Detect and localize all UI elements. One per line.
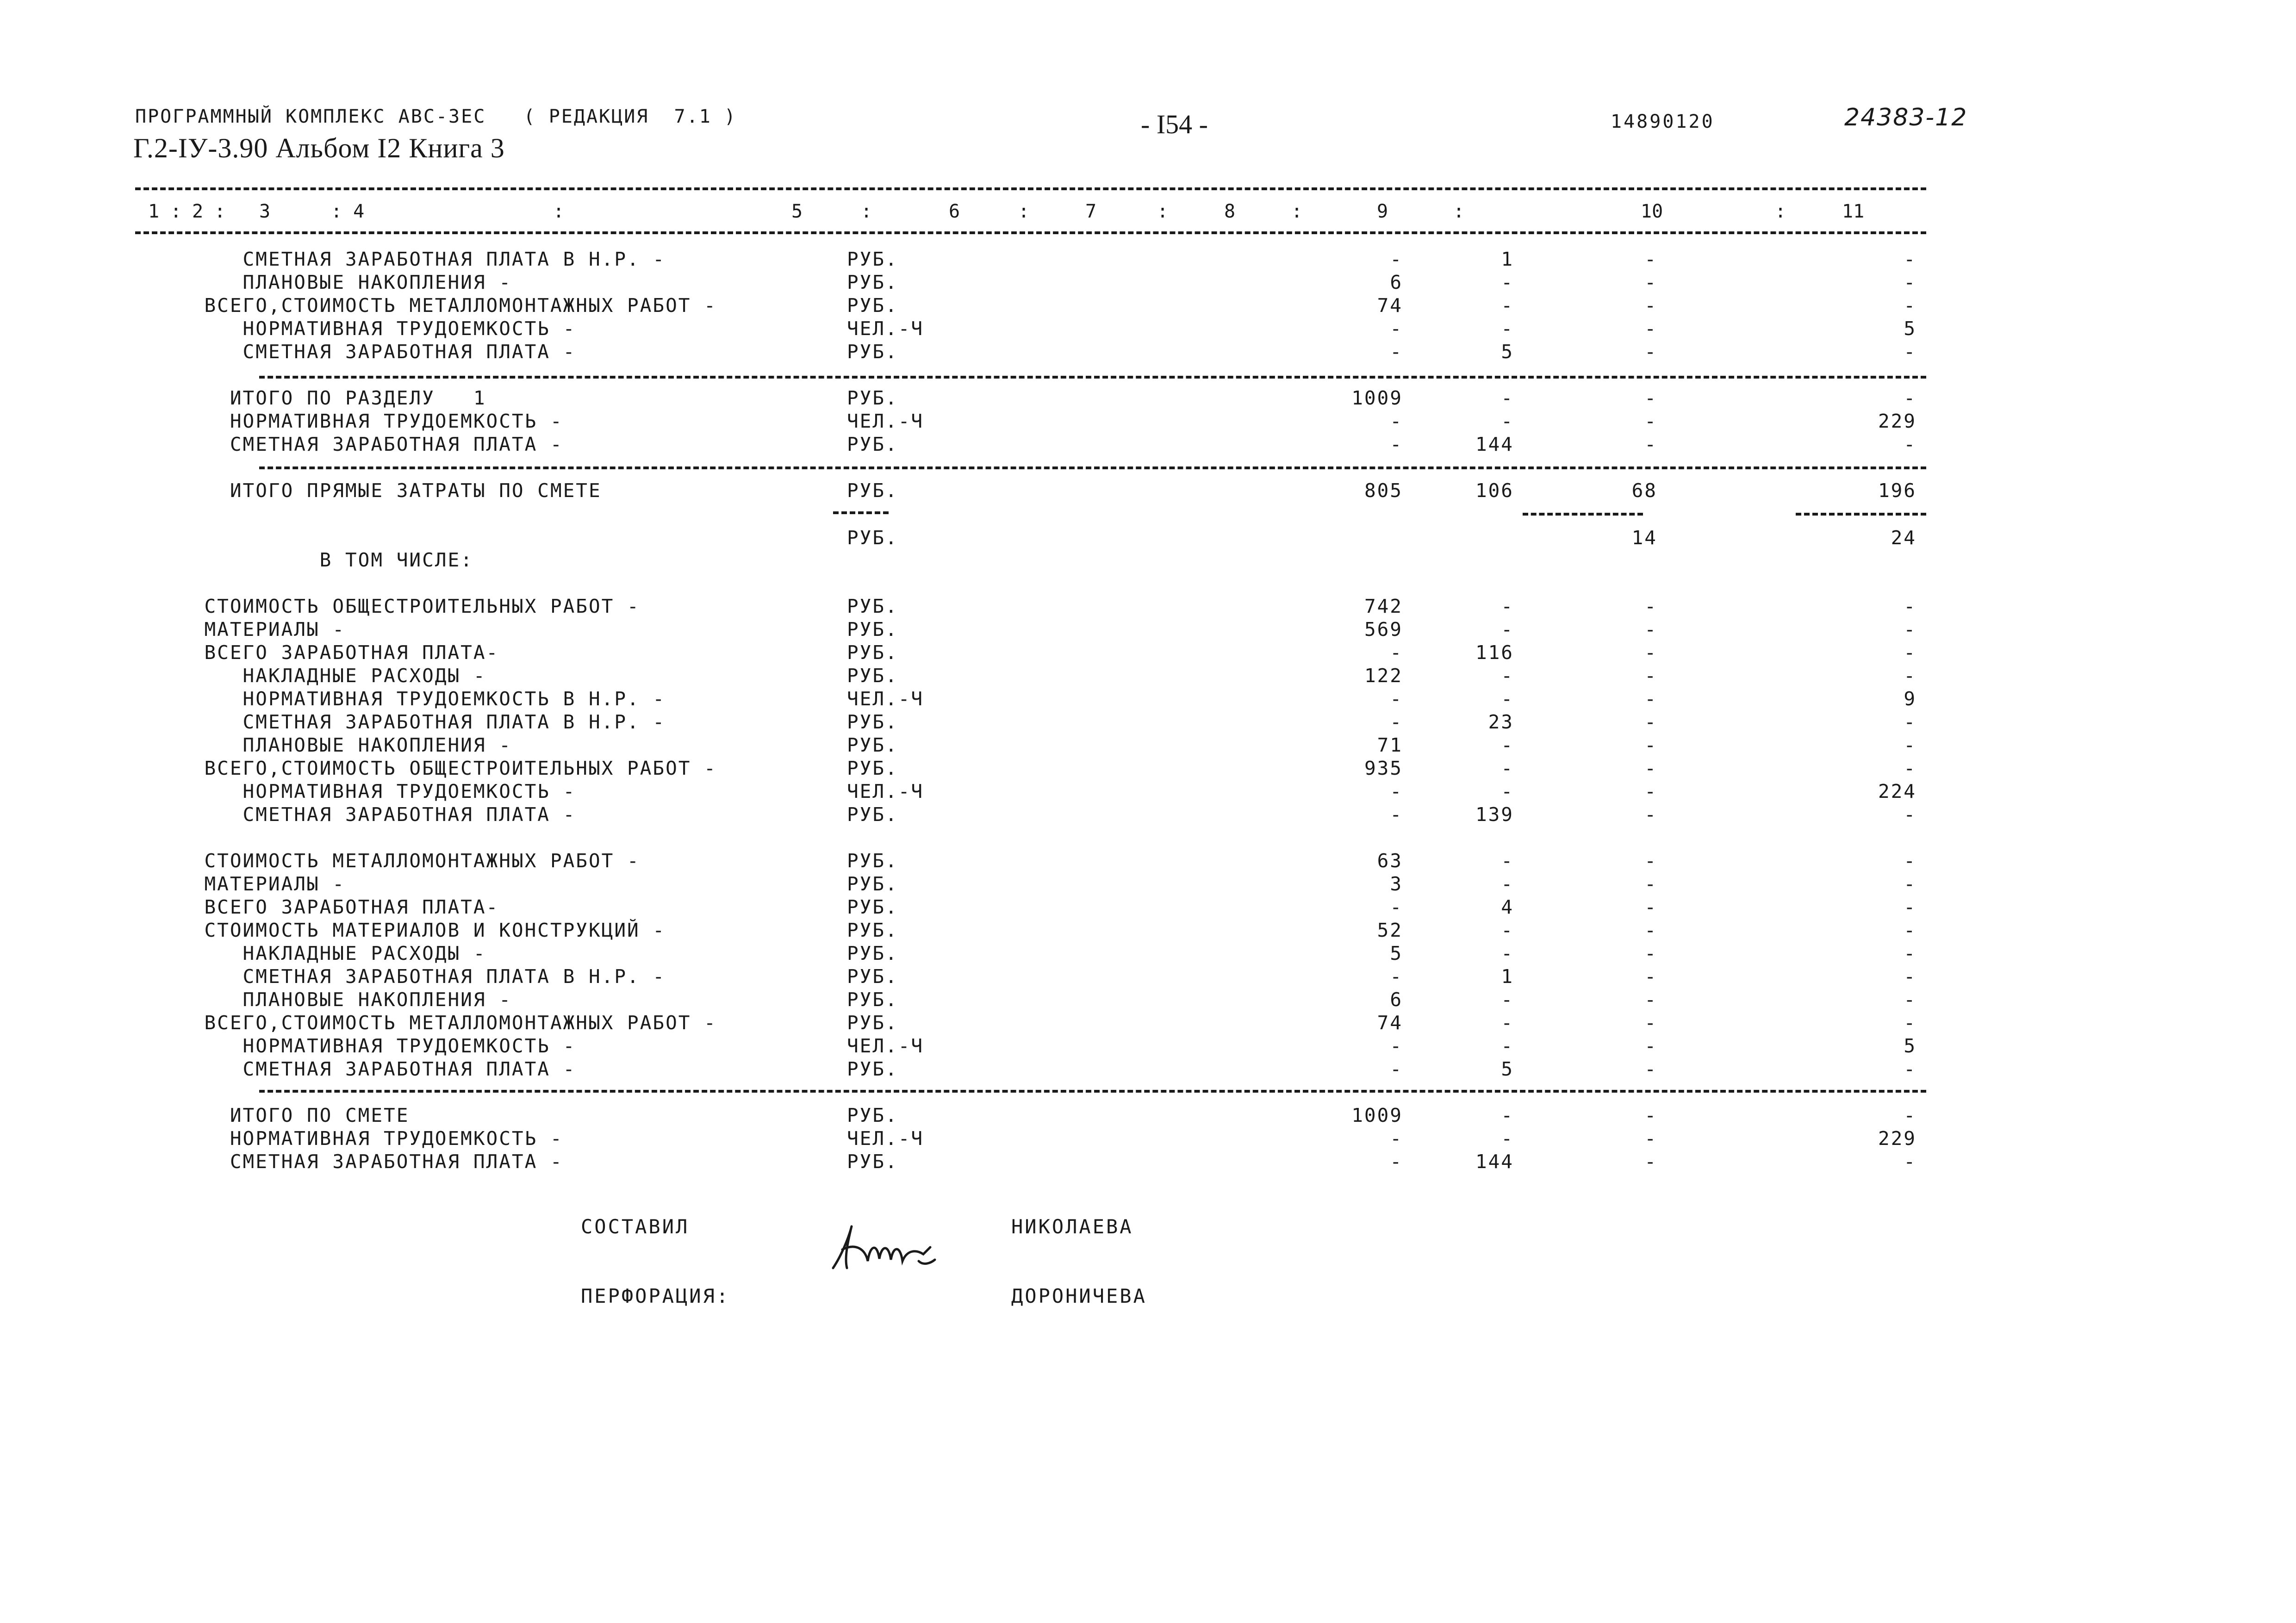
column-number: : bbox=[1291, 201, 1303, 222]
cell-c9: - bbox=[1644, 387, 1657, 409]
column-number: : bbox=[553, 201, 565, 222]
cell-unit: ЧЕЛ.-Ч bbox=[847, 688, 924, 710]
table-row bbox=[0, 273, 2296, 296]
table-row bbox=[0, 944, 2296, 967]
cell-c11: - bbox=[1904, 1104, 1916, 1126]
cell-c11: 229 bbox=[1878, 1127, 1916, 1150]
handwritten-number: 24383-12 bbox=[1844, 104, 1968, 131]
cell-c7: 6 bbox=[1390, 989, 1403, 1011]
cell-label: НАКЛАДНЫЕ РАСХОДЫ - bbox=[102, 665, 486, 687]
cell-c7: 63 bbox=[1377, 850, 1403, 872]
cell-c7: 742 bbox=[1364, 595, 1403, 617]
cell-c8: 139 bbox=[1475, 803, 1514, 826]
cell-c8: - bbox=[1501, 989, 1514, 1011]
column-number: 1 : bbox=[148, 201, 182, 222]
cell-c8: - bbox=[1501, 665, 1514, 687]
cell-c7: 569 bbox=[1364, 618, 1403, 640]
table-row bbox=[0, 1060, 2296, 1083]
cell-unit: РУБ. bbox=[847, 711, 898, 733]
table-row bbox=[0, 643, 2296, 666]
document-subtitle: Г.2-IУ-3.90 Альбом I2 Книга 3 bbox=[133, 133, 505, 163]
table-row bbox=[0, 1014, 2296, 1037]
compiled-label: СОСТАВИЛ bbox=[581, 1215, 690, 1238]
cell-c9: - bbox=[1644, 803, 1657, 826]
cell-c9: - bbox=[1644, 1058, 1657, 1080]
cell-c8: - bbox=[1501, 317, 1514, 340]
cell-c7: 74 bbox=[1377, 1012, 1403, 1034]
cell-c9: 14 bbox=[1631, 527, 1657, 549]
cell-unit: РУБ. bbox=[847, 850, 898, 872]
cell-c8: 1 bbox=[1501, 248, 1514, 270]
cell-c8: 23 bbox=[1488, 711, 1514, 733]
cell-unit: РУБ. bbox=[847, 942, 898, 964]
cell-c11: - bbox=[1904, 1012, 1916, 1034]
cell-label: СТОИМОСТЬ МЕТАЛЛОМОНТАЖНЫХ РАБОТ - bbox=[102, 850, 640, 872]
column-number: : bbox=[861, 201, 872, 222]
cell-unit: ЧЕЛ.-Ч bbox=[847, 317, 924, 340]
cell-c8: - bbox=[1501, 734, 1514, 756]
cell-label: НОРМАТИВНАЯ ТРУДОЕМКОСТЬ - bbox=[102, 1127, 563, 1150]
cell-c7: 935 bbox=[1364, 757, 1403, 779]
cell-label: ВСЕГО ЗАРАБОТНАЯ ПЛАТА- bbox=[102, 896, 499, 918]
cell-label: СМЕТНАЯ ЗАРАБОТНАЯ ПЛАТА - bbox=[102, 341, 576, 363]
column-number: 6 bbox=[949, 201, 960, 222]
cell-unit: РУБ. bbox=[847, 479, 898, 502]
cell-unit: РУБ. bbox=[847, 271, 898, 293]
cell-c7: 122 bbox=[1364, 665, 1403, 687]
cell-c9: - bbox=[1644, 942, 1657, 964]
cell-c8: 144 bbox=[1475, 433, 1514, 455]
cell-label: СМЕТНАЯ ЗАРАБОТНАЯ ПЛАТА В Н.Р. - bbox=[102, 965, 666, 988]
cell-unit: РУБ. bbox=[847, 734, 898, 756]
cell-c7: - bbox=[1390, 1058, 1403, 1080]
cell-c11: - bbox=[1904, 919, 1916, 941]
cell-c11: - bbox=[1904, 1150, 1916, 1173]
subtotal-underline-unit bbox=[833, 511, 889, 514]
cell-unit: РУБ. bbox=[847, 341, 898, 363]
cell-c11: - bbox=[1904, 850, 1916, 872]
cell-c9: - bbox=[1644, 873, 1657, 895]
cell-c9: - bbox=[1644, 618, 1657, 640]
cell-unit: РУБ. bbox=[847, 896, 898, 918]
table-row bbox=[0, 389, 2296, 412]
cell-c9: - bbox=[1644, 665, 1657, 687]
column-number: 11 bbox=[1842, 201, 1865, 222]
subtotal-underline-11 bbox=[1796, 513, 1926, 516]
cell-c7: 1009 bbox=[1351, 387, 1403, 409]
cell-c7: - bbox=[1390, 1127, 1403, 1150]
cell-c8: - bbox=[1501, 618, 1514, 640]
column-number: 8 bbox=[1224, 201, 1236, 222]
subtotal-underline-9 bbox=[1523, 513, 1643, 516]
table-row bbox=[0, 898, 2296, 921]
cell-c11: 224 bbox=[1878, 780, 1916, 802]
cell-c8: - bbox=[1501, 1104, 1514, 1126]
cell-c11: 9 bbox=[1904, 688, 1916, 710]
cell-c8: - bbox=[1501, 1035, 1514, 1057]
table-row bbox=[0, 1152, 2296, 1175]
cell-c7: 71 bbox=[1377, 734, 1403, 756]
column-number: 7 bbox=[1085, 201, 1097, 222]
cell-label: СМЕТНАЯ ЗАРАБОТНАЯ ПЛАТА - bbox=[102, 433, 563, 455]
cell-label: СМЕТНАЯ ЗАРАБОТНАЯ ПЛАТА - bbox=[102, 1150, 563, 1173]
separator-section-2 bbox=[259, 466, 1926, 469]
document-number: 14890120 bbox=[1611, 111, 1715, 132]
table-row bbox=[0, 296, 2296, 319]
table-row bbox=[0, 435, 2296, 458]
cell-label: ВСЕГО,СТОИМОСТЬ МЕТАЛЛОМОНТАЖНЫХ РАБОТ - bbox=[102, 294, 717, 317]
cell-unit: РУБ. bbox=[847, 873, 898, 895]
cell-label: СМЕТНАЯ ЗАРАБОТНАЯ ПЛАТА В Н.Р. - bbox=[102, 711, 666, 733]
column-number: : bbox=[1775, 201, 1786, 222]
cell-c7: - bbox=[1390, 410, 1403, 432]
cell-c8: - bbox=[1501, 410, 1514, 432]
cell-c9: 68 bbox=[1631, 479, 1657, 502]
cell-c9: - bbox=[1644, 965, 1657, 988]
perforation-label: ПЕРФОРАЦИЯ: bbox=[581, 1285, 730, 1307]
cell-label: СТОИМОСТЬ МАТЕРИАЛОВ И КОНСТРУКЦИЙ - bbox=[102, 919, 666, 941]
table-row bbox=[0, 875, 2296, 898]
cell-c8: 116 bbox=[1475, 641, 1514, 664]
compiled-name: НИКОЛАЕВА bbox=[1011, 1215, 1133, 1238]
cell-label: НОРМАТИВНАЯ ТРУДОЕМКОСТЬ - bbox=[102, 410, 563, 432]
column-number: 9 bbox=[1377, 201, 1388, 222]
cell-c8: - bbox=[1501, 942, 1514, 964]
cell-c11: - bbox=[1904, 294, 1916, 317]
handwritten-signature-icon bbox=[824, 1217, 944, 1284]
table-row bbox=[0, 805, 2296, 828]
table-row bbox=[0, 990, 2296, 1014]
cell-c9: - bbox=[1644, 641, 1657, 664]
cell-c7: - bbox=[1390, 248, 1403, 270]
cell-c9: - bbox=[1644, 757, 1657, 779]
cell-c9: - bbox=[1644, 433, 1657, 455]
table-row bbox=[0, 1129, 2296, 1152]
cell-c8: - bbox=[1501, 271, 1514, 293]
cell-c9: - bbox=[1644, 294, 1657, 317]
cell-c11: 24 bbox=[1891, 527, 1916, 549]
cell-label: ИТОГО ПО РАЗДЕЛУ 1 bbox=[102, 387, 486, 409]
cell-c8: - bbox=[1501, 873, 1514, 895]
separator-section-3 bbox=[259, 1090, 1926, 1093]
column-number: : 4 bbox=[331, 201, 365, 222]
cell-c8: - bbox=[1501, 1012, 1514, 1034]
table-row bbox=[0, 782, 2296, 805]
cell-label: В ТОМ ЧИСЛЕ: bbox=[102, 549, 473, 571]
cell-label: МАТЕРИАЛЫ - bbox=[102, 873, 345, 895]
cell-unit: РУБ. bbox=[847, 965, 898, 988]
table-row bbox=[0, 666, 2296, 690]
cell-label: СТОИМОСТЬ ОБЩЕСТРОИТЕЛЬНЫХ РАБОТ - bbox=[102, 595, 640, 617]
cell-c8: - bbox=[1501, 387, 1514, 409]
cell-c9: - bbox=[1644, 595, 1657, 617]
cell-c9: - bbox=[1644, 989, 1657, 1011]
cell-unit: РУБ. bbox=[847, 527, 898, 549]
table-row bbox=[0, 412, 2296, 435]
cell-c11: - bbox=[1904, 271, 1916, 293]
cell-c11: - bbox=[1904, 989, 1916, 1011]
cell-c11: - bbox=[1904, 757, 1916, 779]
table-row bbox=[0, 597, 2296, 620]
cell-c7: - bbox=[1390, 711, 1403, 733]
cell-c9: - bbox=[1644, 248, 1657, 270]
cell-label: ПЛАНОВЫЕ НАКОПЛЕНИЯ - bbox=[102, 989, 512, 1011]
cell-label: ВСЕГО,СТОИМОСТЬ ОБЩЕСТРОИТЕЛЬНЫХ РАБОТ - bbox=[102, 757, 717, 779]
cell-c11: - bbox=[1904, 873, 1916, 895]
cell-c11: - bbox=[1904, 341, 1916, 363]
cell-c8: 5 bbox=[1501, 341, 1514, 363]
cell-unit: РУБ. bbox=[847, 595, 898, 617]
column-number: 3 bbox=[259, 201, 271, 222]
cell-c7: - bbox=[1390, 896, 1403, 918]
table-row bbox=[0, 921, 2296, 944]
cell-unit: ЧЕЛ.-Ч bbox=[847, 1035, 924, 1057]
cell-unit: РУБ. bbox=[847, 1104, 898, 1126]
cell-c11: 229 bbox=[1878, 410, 1916, 432]
table-row bbox=[0, 342, 2296, 366]
cell-label: ИТОГО ПО СМЕТЕ bbox=[102, 1104, 410, 1126]
cell-c8: 1 bbox=[1501, 965, 1514, 988]
cell-label: ПЛАНОВЫЕ НАКОПЛЕНИЯ - bbox=[102, 734, 512, 756]
table-row bbox=[0, 551, 2296, 574]
cell-label: НОРМАТИВНАЯ ТРУДОЕМКОСТЬ - bbox=[102, 1035, 576, 1057]
table-row bbox=[0, 736, 2296, 759]
cell-c11: 5 bbox=[1904, 1035, 1916, 1057]
cell-c9: - bbox=[1644, 1104, 1657, 1126]
cell-c9: - bbox=[1644, 780, 1657, 802]
table-row bbox=[0, 690, 2296, 713]
cell-c9: - bbox=[1644, 896, 1657, 918]
cell-c11: - bbox=[1904, 641, 1916, 664]
cell-unit: РУБ. bbox=[847, 433, 898, 455]
cell-c7: - bbox=[1390, 803, 1403, 826]
page-number: - I54 - bbox=[1141, 109, 1208, 139]
cell-c11: - bbox=[1904, 896, 1916, 918]
cell-unit: РУБ. bbox=[847, 1012, 898, 1034]
cell-c8: - bbox=[1501, 850, 1514, 872]
cell-c9: - bbox=[1644, 1035, 1657, 1057]
cell-c7: 74 bbox=[1377, 294, 1403, 317]
table-row bbox=[0, 319, 2296, 342]
column-number: : bbox=[1453, 201, 1465, 222]
cell-unit: ЧЕЛ.-Ч bbox=[847, 410, 924, 432]
cell-c7: - bbox=[1390, 1150, 1403, 1173]
cell-c7: 1009 bbox=[1351, 1104, 1403, 1126]
cell-c9: - bbox=[1644, 1127, 1657, 1150]
column-number: 2 : bbox=[192, 201, 226, 222]
cell-label: СМЕТНАЯ ЗАРАБОТНАЯ ПЛАТА В Н.Р. - bbox=[102, 248, 666, 270]
table-row bbox=[0, 1106, 2296, 1129]
cell-label: МАТЕРИАЛЫ - bbox=[102, 618, 345, 640]
table-row bbox=[0, 759, 2296, 782]
cell-c11: - bbox=[1904, 618, 1916, 640]
cell-label: НОРМАТИВНАЯ ТРУДОЕМКОСТЬ В Н.Р. - bbox=[102, 688, 666, 710]
cell-c9: - bbox=[1644, 271, 1657, 293]
cell-c9: - bbox=[1644, 688, 1657, 710]
cell-c11: - bbox=[1904, 965, 1916, 988]
column-number: : bbox=[1018, 201, 1030, 222]
cell-c7: 5 bbox=[1390, 942, 1403, 964]
cell-c8: - bbox=[1501, 688, 1514, 710]
cell-c8: - bbox=[1501, 919, 1514, 941]
cell-c11: - bbox=[1904, 665, 1916, 687]
perforation-name: ДОРОНИЧЕВА bbox=[1011, 1285, 1147, 1307]
cell-c11: 196 bbox=[1878, 479, 1916, 502]
cell-unit: ЧЕЛ.-Ч bbox=[847, 1127, 924, 1150]
cell-c11: - bbox=[1904, 942, 1916, 964]
cell-c11: - bbox=[1904, 595, 1916, 617]
cell-unit: ЧЕЛ.-Ч bbox=[847, 780, 924, 802]
cell-c7: - bbox=[1390, 341, 1403, 363]
cell-c9: - bbox=[1644, 1012, 1657, 1034]
separator-header bbox=[135, 231, 1926, 234]
cell-c7: - bbox=[1390, 965, 1403, 988]
cell-unit: РУБ. bbox=[847, 294, 898, 317]
cell-label: ВСЕГО,СТОИМОСТЬ МЕТАЛЛОМОНТАЖНЫХ РАБОТ - bbox=[102, 1012, 717, 1034]
cell-c7: - bbox=[1390, 1035, 1403, 1057]
cell-label: НАКЛАДНЫЕ РАСХОДЫ - bbox=[102, 942, 486, 964]
program-title: ПРОГРАММНЫЙ КОМПЛЕКС АВС-ЗЕС ( РЕДАКЦИЯ 7.1 ) bbox=[135, 106, 737, 127]
cell-c8: - bbox=[1501, 780, 1514, 802]
cell-c8: 106 bbox=[1475, 479, 1514, 502]
table-row bbox=[0, 250, 2296, 273]
cell-c11: - bbox=[1904, 803, 1916, 826]
table-row bbox=[0, 481, 2296, 504]
cell-c7: 52 bbox=[1377, 919, 1403, 941]
cell-c9: - bbox=[1644, 711, 1657, 733]
cell-c8: - bbox=[1501, 1127, 1514, 1150]
cell-c8: - bbox=[1501, 294, 1514, 317]
cell-unit: РУБ. bbox=[847, 803, 898, 826]
cell-unit: РУБ. bbox=[847, 1150, 898, 1173]
cell-unit: РУБ. bbox=[847, 248, 898, 270]
cell-c8: - bbox=[1501, 757, 1514, 779]
cell-c7: - bbox=[1390, 780, 1403, 802]
cell-c11: - bbox=[1904, 433, 1916, 455]
table-row bbox=[0, 967, 2296, 990]
cell-c8: 144 bbox=[1475, 1150, 1514, 1173]
cell-c9: - bbox=[1644, 734, 1657, 756]
cell-label: ИТОГО ПРЯМЫЕ ЗАТРАТЫ ПО СМЕТЕ bbox=[102, 479, 602, 502]
cell-unit: РУБ. bbox=[847, 757, 898, 779]
column-number: 5 bbox=[791, 201, 803, 222]
cell-label: НОРМАТИВНАЯ ТРУДОЕМКОСТЬ - bbox=[102, 780, 576, 802]
cell-unit: РУБ. bbox=[847, 641, 898, 664]
cell-c11: 5 bbox=[1904, 317, 1916, 340]
cell-c9: - bbox=[1644, 1150, 1657, 1173]
table-row bbox=[0, 620, 2296, 643]
cell-c11: - bbox=[1904, 387, 1916, 409]
table-row bbox=[0, 529, 2296, 552]
cell-unit: РУБ. bbox=[847, 1058, 898, 1080]
cell-c11: - bbox=[1904, 1058, 1916, 1080]
cell-c8: - bbox=[1501, 595, 1514, 617]
cell-c8: 4 bbox=[1501, 896, 1514, 918]
cell-c9: - bbox=[1644, 341, 1657, 363]
separator-top bbox=[135, 187, 1926, 190]
cell-c7: - bbox=[1390, 433, 1403, 455]
cell-c9: - bbox=[1644, 919, 1657, 941]
cell-c9: - bbox=[1644, 850, 1657, 872]
cell-label: ПЛАНОВЫЕ НАКОПЛЕНИЯ - bbox=[102, 271, 512, 293]
table-row bbox=[0, 1037, 2296, 1060]
cell-c9: - bbox=[1644, 410, 1657, 432]
cell-c7: - bbox=[1390, 688, 1403, 710]
column-number: : bbox=[1157, 201, 1169, 222]
cell-c9: - bbox=[1644, 317, 1657, 340]
cell-c7: 6 bbox=[1390, 271, 1403, 293]
cell-c7: - bbox=[1390, 317, 1403, 340]
cell-unit: РУБ. bbox=[847, 919, 898, 941]
cell-unit: РУБ. bbox=[847, 387, 898, 409]
cell-c8: 5 bbox=[1501, 1058, 1514, 1080]
cell-label: СМЕТНАЯ ЗАРАБОТНАЯ ПЛАТА - bbox=[102, 1058, 576, 1080]
cell-unit: РУБ. bbox=[847, 618, 898, 640]
cell-unit: РУБ. bbox=[847, 665, 898, 687]
cell-c7: 3 bbox=[1390, 873, 1403, 895]
table-row bbox=[0, 852, 2296, 875]
table-row bbox=[0, 713, 2296, 736]
separator-section-1 bbox=[259, 376, 1926, 379]
cell-c11: - bbox=[1904, 711, 1916, 733]
cell-label: ВСЕГО ЗАРАБОТНАЯ ПЛАТА- bbox=[102, 641, 499, 664]
column-number: 10 bbox=[1641, 201, 1663, 222]
cell-c7: 805 bbox=[1364, 479, 1403, 502]
cell-label: НОРМАТИВНАЯ ТРУДОЕМКОСТЬ - bbox=[102, 317, 576, 340]
cell-label: СМЕТНАЯ ЗАРАБОТНАЯ ПЛАТА - bbox=[102, 803, 576, 826]
cell-c7: - bbox=[1390, 641, 1403, 664]
cell-unit: РУБ. bbox=[847, 989, 898, 1011]
cell-c11: - bbox=[1904, 248, 1916, 270]
cell-c11: - bbox=[1904, 734, 1916, 756]
